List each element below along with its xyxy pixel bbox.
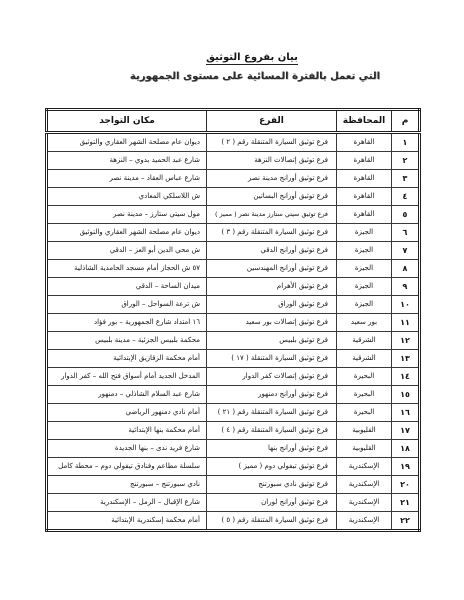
governorate-cell: [337, 133, 392, 152]
location-cell: [47, 260, 207, 278]
table-row: [47, 314, 420, 332]
location-cell: [47, 476, 207, 494]
row-number-cell: [392, 458, 420, 476]
governorate-cell: [337, 242, 392, 260]
table-row: [47, 133, 420, 152]
row-number: ٤: [402, 192, 408, 201]
branch: فرع توثيق بلبيس: [279, 336, 328, 344]
branch-cell: [207, 386, 337, 404]
branch: فرع توثيق إتصالات النزهة: [254, 156, 328, 164]
branch-cell: [207, 332, 337, 350]
row-number-cell: [392, 133, 420, 152]
branch-cell: [207, 422, 337, 440]
governorate-cell: [337, 314, 392, 332]
table-row: [47, 224, 420, 242]
location: شارع فريد ندى – بنها الجديدة: [114, 444, 200, 452]
location: ش محي الدين أبو العز – الدقي: [109, 246, 200, 254]
branch: فرع توثيق السيارة المتنقلة رقم ( ٢ ): [221, 138, 328, 146]
row-number-cell: [392, 206, 420, 224]
location-cell: [47, 242, 207, 260]
location: شارع عبد السلام الشاذلي – دمنهور: [98, 390, 200, 398]
location: ش اللاسلكي المعادي: [138, 192, 200, 200]
governorate-cell: [337, 476, 392, 494]
branches-table: [45, 108, 421, 532]
row-number-cell: [392, 242, 420, 260]
branch-cell: [207, 350, 337, 368]
location: ١٦ امتداد شارع الجمهورية – بور فؤاد: [93, 318, 200, 326]
governorate-cell: [337, 440, 392, 458]
branch: فرع توثيق أورانج البساتين: [253, 192, 328, 200]
location-cell: [47, 332, 207, 350]
table-row: [47, 458, 420, 476]
governorate-cell: [337, 458, 392, 476]
table-row: [47, 206, 420, 224]
table-row: [47, 242, 420, 260]
row-number: ٢: [402, 156, 408, 165]
governorate-cell: [337, 494, 392, 512]
branch-cell: [207, 458, 337, 476]
row-number: ٦: [402, 228, 408, 237]
branch-cell: [207, 152, 337, 170]
location: ديوان عام مصلحة الشهر العقاري والتوثيق: [79, 138, 200, 146]
location: ش ترعة السواحل – الوراق: [121, 300, 200, 308]
governorate: القاهرة: [353, 210, 375, 218]
branch: فرع توثيق إتصالات كفر الدوار: [242, 372, 328, 380]
governorate-cell: [337, 350, 392, 368]
governorate: البحيرة: [353, 390, 375, 398]
row-number-cell: [392, 152, 420, 170]
location-cell: [47, 224, 207, 242]
table-row: [47, 386, 420, 404]
governorate: الجيزة: [354, 246, 374, 254]
location-cell: [47, 458, 207, 476]
governorate: القليوبية: [352, 426, 376, 434]
branch: فرع توثيق أورانج لوران: [261, 498, 328, 506]
table-row: [47, 350, 420, 368]
row-number-cell: [392, 332, 420, 350]
branch: فرع توثيق أورانج بنها: [267, 444, 328, 452]
governorate: القاهرة: [353, 138, 375, 146]
header-branch: الفرع: [207, 110, 337, 133]
table-row: [47, 152, 420, 170]
row-number-cell: [392, 278, 420, 296]
governorate: البحيرة: [353, 372, 375, 380]
row-number-cell: [392, 368, 420, 386]
document-subtitle: التي تعمل بالفترة المسائية على مستوى الجمهورية: [129, 71, 381, 82]
location-cell: [47, 133, 207, 152]
header-location: مكان التواجد: [47, 110, 207, 133]
branch-cell: [207, 278, 337, 296]
governorate-cell: [337, 188, 392, 206]
branch: فرع توثيق إتصالات بور سعيد: [245, 318, 328, 326]
branch-cell: [207, 440, 337, 458]
governorate: القاهرة: [353, 192, 375, 200]
governorate-cell: [337, 278, 392, 296]
branch-cell: [207, 314, 337, 332]
branch: فرع توثيق السيارة المتنقلة رقم ( ٤ ): [221, 426, 328, 434]
location: المدخل الجديد أمام أسواق فتح الله – كفر الدوار: [61, 372, 200, 380]
row-number: ١١: [400, 318, 410, 327]
branch-cell: [207, 476, 337, 494]
branch-cell: [207, 296, 337, 314]
row-number-cell: [392, 494, 420, 512]
branch: فرع توثيق الأهرام: [276, 282, 328, 290]
governorate: القاهرة: [353, 174, 375, 182]
branch: فرع توثيق نادي سبورتنج: [258, 480, 328, 488]
table-row: [47, 278, 420, 296]
row-number: ١٧: [400, 426, 410, 435]
branch: فرع توثيق سيتي ستارز مدينة نصر ( مميز ): [214, 210, 328, 218]
location: أمام محكمة إسكندرية الإبتدائية: [111, 516, 200, 524]
row-number: ١٠: [400, 300, 410, 309]
location-cell: [47, 188, 207, 206]
header-governorate: المحافظة: [337, 110, 392, 133]
location: أمام نادي دمنهور الرياضي: [125, 408, 200, 416]
branch: فرع توثيق أورانج مدينة نصر: [248, 174, 328, 182]
governorate-cell: [337, 332, 392, 350]
branch-cell: [207, 404, 337, 422]
governorate: الشرقية: [352, 354, 376, 362]
row-number: ٢١: [400, 498, 410, 507]
branch-cell: [207, 188, 337, 206]
location-cell: [47, 170, 207, 188]
governorate: الإسكندرية: [348, 516, 380, 524]
table-row: [47, 188, 420, 206]
governorate-cell: [337, 296, 392, 314]
governorate: الجيزة: [354, 228, 374, 236]
row-number: ٨: [402, 264, 408, 273]
table-row: [47, 440, 420, 458]
table-row: [47, 494, 420, 512]
location-cell: [47, 512, 207, 531]
location: نادي سبورتنج – سبورتنج: [130, 480, 200, 488]
row-number: ٩: [402, 282, 408, 291]
branch-cell: [207, 206, 337, 224]
location-cell: [47, 494, 207, 512]
governorate-cell: [337, 422, 392, 440]
table-row: [47, 296, 420, 314]
location: أمام محكمة بنها الإبتدائية: [128, 426, 200, 434]
location: ديوان عام مصلحة الشهر العقاري والتوثيق: [79, 228, 200, 236]
location-cell: [47, 422, 207, 440]
row-number: ١٣: [400, 354, 410, 363]
row-number: ١٨: [400, 444, 410, 453]
governorate-cell: [337, 404, 392, 422]
table-row: [47, 404, 420, 422]
table-row: [47, 422, 420, 440]
row-number: ٥: [402, 210, 408, 219]
row-number: ٧: [402, 246, 408, 255]
governorate-cell: [337, 260, 392, 278]
row-number-cell: [392, 440, 420, 458]
location: شارع عباس العقاد – مدينة نصر: [109, 174, 200, 182]
branch-cell: [207, 260, 337, 278]
row-number-cell: [392, 386, 420, 404]
row-number-cell: [392, 350, 420, 368]
governorate: البحيرة: [353, 408, 375, 416]
location: محكمة بلبيس الجزئية – مدينة بلبيس: [95, 336, 200, 344]
location-cell: [47, 386, 207, 404]
row-number: ٢٠: [400, 480, 410, 489]
location: شارع الإقبال – الرمل – الإسكندرية: [100, 498, 200, 506]
branch-cell: [207, 170, 337, 188]
row-number-cell: [392, 404, 420, 422]
row-number-cell: [392, 296, 420, 314]
table-row: [47, 368, 420, 386]
governorate: القاهرة: [353, 156, 375, 164]
row-number: ٣: [402, 174, 408, 183]
branch: فرع توثيق السيارة المتنقلة ( ١٧ ): [231, 354, 328, 362]
location-cell: [47, 368, 207, 386]
location: مول سيتي ستارز – مدينة نصر: [113, 210, 200, 218]
branch-cell: [207, 224, 337, 242]
governorate: القليوبية: [352, 444, 376, 452]
row-number: ١٩: [400, 462, 410, 471]
governorate-cell: [337, 206, 392, 224]
governorate: الشرقية: [352, 336, 376, 344]
location: سلسلة مطاعم وفنادق تيفولي دوم – محطة كامل: [58, 462, 200, 470]
table-row: [47, 476, 420, 494]
branch: فرع توثيق السيارة المتنقلة رقم ( ٣ ): [221, 228, 328, 236]
row-number-cell: [392, 512, 420, 531]
governorate: الجيزة: [354, 300, 374, 308]
document-title: [150, 52, 354, 63]
governorate: الجيزة: [354, 264, 374, 272]
governorate-cell: [337, 224, 392, 242]
location-cell: [47, 296, 207, 314]
governorate: بور سعيد: [350, 318, 378, 326]
row-number: ١٦: [400, 408, 410, 417]
table-row: [47, 332, 420, 350]
table-row: [47, 170, 420, 188]
row-number: ١٤: [400, 372, 410, 381]
governorate-cell: [337, 386, 392, 404]
governorate: الإسكندرية: [348, 462, 380, 470]
table-row: [47, 260, 420, 278]
location: شارع عبد الحميد بدوي – النزهة: [109, 156, 200, 164]
table-header-row: [47, 110, 420, 133]
location: أمام محكمة الزقازيق الإبتدائية: [113, 354, 200, 362]
location-cell: [47, 278, 207, 296]
row-number-cell: [392, 422, 420, 440]
location: ميدان الساحة – الدقي: [135, 282, 200, 290]
row-number-cell: [392, 314, 420, 332]
location-cell: [47, 206, 207, 224]
governorate-cell: [337, 170, 392, 188]
row-number-cell: [392, 224, 420, 242]
header-number: م: [392, 110, 420, 133]
governorate-cell: [337, 152, 392, 170]
row-number: ١: [402, 138, 408, 147]
governorate-cell: [337, 512, 392, 531]
governorate: الجيزة: [354, 282, 374, 290]
branch-cell: [207, 494, 337, 512]
branch: فرع توثيق السيارة المتنقلة رقم ( ٢١ ): [217, 408, 328, 416]
row-number-cell: [392, 188, 420, 206]
row-number: ١٢: [400, 336, 410, 345]
branch-cell: [207, 368, 337, 386]
governorate: الإسكندرية: [348, 480, 380, 488]
row-number: ١٥: [400, 390, 410, 399]
location-cell: [47, 404, 207, 422]
document-title-text: بيان بفروع التوثيق: [206, 52, 298, 63]
row-number: ٢٢: [400, 516, 410, 525]
branch-cell: [207, 512, 337, 531]
location-cell: [47, 314, 207, 332]
location-cell: [47, 152, 207, 170]
branch-cell: [207, 242, 337, 260]
location-cell: [47, 440, 207, 458]
branch: فرع توثيق أورانج المهندسين: [246, 264, 328, 272]
branch: فرع توثيق السيارة المتنقلة رقم ( ٥ ): [221, 516, 328, 524]
location-cell: [47, 350, 207, 368]
governorate: الإسكندرية: [348, 498, 380, 506]
row-number-cell: [392, 476, 420, 494]
branch: فرع توثيق أورانج الدقي: [260, 246, 328, 254]
row-number-cell: [392, 170, 420, 188]
governorate-cell: [337, 368, 392, 386]
branch: فرع توثيق تيفولي دوم ( مميز ): [238, 462, 328, 470]
row-number-cell: [392, 260, 420, 278]
branch-cell: [207, 133, 337, 152]
branch: فرع توثيق أورانج دمنهور: [258, 390, 328, 398]
table-row: [47, 512, 420, 531]
branch: فرع توثيق الوراق: [278, 300, 328, 308]
location: ٥٧ ش الحجاز أمام مسجد الحامدية الشاذلية: [74, 264, 200, 272]
